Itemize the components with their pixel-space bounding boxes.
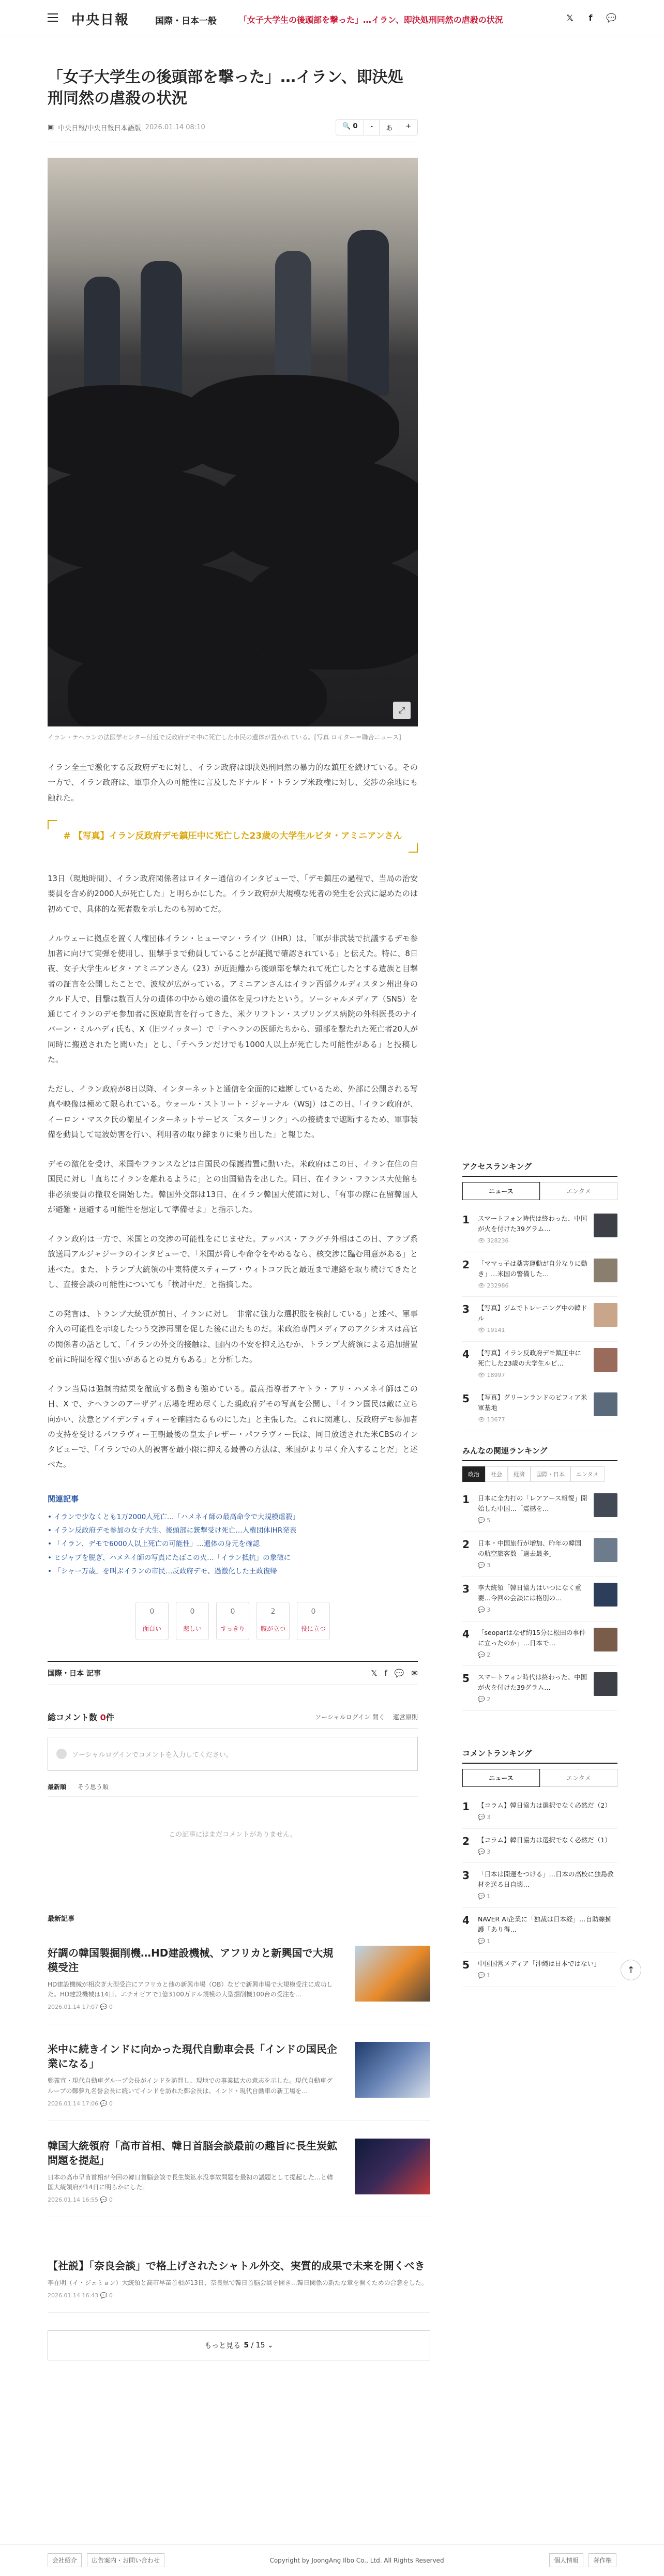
comment-policy-link[interactable]: 運営原則: [393, 1714, 418, 1721]
facebook-icon[interactable]: f: [588, 12, 593, 23]
article-title: 「女子大学生の後頭部を撃った」…イラン、即決処刑同然の虐殺の状況: [48, 68, 403, 108]
ranking-item[interactable]: 2 【コラム】韓日協力は選択でなく必然だ（1） 💬 3: [462, 1829, 617, 1863]
reaction-funny-button[interactable]: 0 面白い: [135, 1602, 169, 1640]
ranking-item[interactable]: 3 【写真】ジムでトレーニング中の韓ドル 👁 19141: [462, 1297, 617, 1342]
news-thumbnail[interactable]: [355, 1946, 430, 2002]
article-paragraph: ノルウェーに拠点を置く人権団体イラン・ヒューマン・ライツ（IHR）は、「軍が非武装で抗議するデモ参加者に向けて実弾を使用し、狙撃手まで動員していることが証拠で確認されている」と伝えた。特に、8日夜、女子大学生ルビタ・アミニアンさん（23）が近距離から後頭部を撃たれて死亡したとする遺族と目撃者の証言を公開したことで、波紋が広がっている。アミニアンさんはイラン西部クルディスタン州出身のクルド人で、目撃は数百人分の遺体の中から娘の遺体を見つけたという。ソーシャルメディア（SNS）を通じてイランのデモ参加者に医療助言を行ってきた、米クリフトン・スプリングス病院の外科医長のナイバーン・ミルハディ氏も、X（旧ツイッター）で「テヘランの医師たちから、頭部を撃たれた死亡者20人が同時に搬送されたと聞いた」とし、「テヘランだけでも1000人以上が死亡した可能性がある」と投稿した。: [48, 933, 418, 1064]
related-articles-heading: 関連記事: [48, 1494, 79, 1504]
footer-links: [48, 2553, 164, 2567]
comment-icon[interactable]: 💬: [606, 12, 616, 23]
news-desc: HD建設機械が相次ぎ大型受注にアフリカと他の新興市場（OB）などで新興市場で大規模受注に成功した。HD建設機械は14日、エチオピアで1億3100万ドル規模の大型掘削機100台の受注を…: [48, 1981, 333, 1998]
section-label[interactable]: 国際・日本一般: [155, 16, 217, 26]
news-title[interactable]: 好調の韓国製掘削機…HD建設機械、アフリカと新興国で大規模受注: [48, 1947, 334, 1974]
access-ranking: [462, 1161, 617, 1431]
ranking-thumbnail: [594, 1392, 617, 1416]
list-item[interactable]: [48, 2042, 430, 2120]
ranking-item[interactable]: 4 【写真】イラン反政府デモ鎮圧中に死亡した23歳の大学生ルビ… 👁 18997: [462, 1342, 617, 1387]
sort-likes-tab[interactable]: そう思う順: [78, 1783, 109, 1791]
related-article-link[interactable]: • 「シャー万歳」を叫ぶイランの市民…反政府デモ、過激化した王政復帰: [48, 1565, 418, 1578]
social-login-toggle[interactable]: ソーシャルログイン 開く: [315, 1714, 385, 1721]
category-link[interactable]: 国際・日本 記事: [48, 1670, 101, 1678]
related-photo-link[interactable]: # 【写真】イラン反政府デモ鎮圧中に死亡した23歳の大学生ルビタ・アミニアンさん: [63, 830, 402, 841]
ranking-thumbnail: [594, 1583, 617, 1607]
enlarge-icon[interactable]: ⤢: [393, 702, 411, 719]
tab-international[interactable]: 国際・日本: [531, 1466, 570, 1482]
reaction-relief-button[interactable]: 0 すっきり: [216, 1602, 249, 1640]
site-logo[interactable]: 中央日報: [71, 12, 130, 28]
comment-ranking: [462, 1748, 617, 1987]
comment-input-placeholder: ソーシャルログインでコメントを入力してください。: [72, 1751, 233, 1759]
tab-news[interactable]: ニュース: [462, 1769, 540, 1787]
news-desc: 日本の高市早苗首相が今回の韓日首脳会談で長生炭鉱水没事故問題を最初の議題として提起した…と韓国大統領府が14日に明らかにした。: [48, 2173, 334, 2191]
ranking-item[interactable]: 4 「seoparはなぜ約15分に松田の事件に立ったのか」…日本で… 💬 2: [462, 1622, 617, 1666]
news-title[interactable]: 【社説】「奈良会談」で格上げされたシャトル外交、実質的成果で未来を開くべき: [48, 2260, 425, 2272]
scroll-to-top-button[interactable]: ↑: [621, 1960, 641, 1980]
related-articles-list: [48, 1510, 418, 1579]
byline-row: [48, 119, 418, 142]
list-item[interactable]: [48, 2259, 430, 2313]
share-icons: [371, 1669, 418, 1678]
tab-politics[interactable]: 政治: [462, 1466, 485, 1482]
tab-news[interactable]: ニュース: [462, 1182, 540, 1200]
copyright: Copyright by JoongAng Ilbo Co., Ltd. All Rights Reserved: [269, 2556, 444, 2564]
tab-entertainment[interactable]: エンタメ: [570, 1466, 605, 1482]
related-article-link[interactable]: • ヒジャブを脱ぎ、ハメネイ師の写真にたばこの火…「イラン抵抗」の象徴に: [48, 1551, 418, 1565]
popular-ranking-title: みんなの関連ランキング: [462, 1445, 617, 1461]
news-desc: 鄭義宣・現代自動車グループ会長がインドを訪問し、現地での事業拡大の意志を示した。現代自動車グループの鄭夢九名誉会長に続いてインドを訪れた鄭会長は、インド・現代自動車の新工場を…: [48, 2077, 333, 2095]
tab-entertainment[interactable]: エンタメ: [540, 1769, 617, 1787]
ranking-thumbnail: [594, 1672, 617, 1696]
ranking-item[interactable]: 3 李大統領「韓日協力はいつになく重要…今回の会談には格別の… 💬 3: [462, 1577, 617, 1622]
article-paragraph: この発言は、トランプ大統領が前日、イランに対し「非常に強力な選択肢を検討している」と述べ、軍事介入の可能性を示唆したつう交渉再開を促した後に出たものだ。米政治専門メディアのアクシオスは高官の関係者の話として、「イランの外交的接触は、国内の不安を抑え込むか、トランプ大統領による追加措置を前に時間を稼ぐ狙いがあるとの見方もある」と分析した。: [48, 1309, 418, 1364]
x-icon[interactable]: 𝕏: [371, 1669, 378, 1678]
latest-articles: [48, 1913, 430, 2360]
footer-ad-link[interactable]: 広告案内・お問い合わせ: [87, 2553, 164, 2567]
news-thumbnail[interactable]: [355, 2042, 430, 2098]
reaction-useful-button[interactable]: 0 役に立つ: [297, 1602, 330, 1640]
ranking-item[interactable]: 4 NAVER AI企業に「独裁は日本経」…自助線擁護「あり得… 💬 1: [462, 1908, 617, 1953]
article-paragraph: ただし、イラン政府が8日以降、インターネットと通信を全面的に遮断しているため、外部に公開される写真や映像は極めて限られている。ウォール・ストリート・ジャーナル（WSJ）はこの日、「イラン政府が、イーロン・マスク氏の衛星インターネットサービス「スターリンク」への接続まで遮断するため、軍事装備を動員して電波妨害を行い、利用者の取り締まりに乗り出した」と報じた。: [48, 1084, 418, 1139]
article: [48, 67, 418, 1839]
related-article-link[interactable]: • イラン反政府デモ参加の女子大生、後頭部に銃撃受け死亡…人権団体IHR発表: [48, 1524, 418, 1537]
ranking-thumbnail: [594, 1259, 617, 1282]
comment-icon[interactable]: 💬: [394, 1669, 404, 1678]
footer-about-link[interactable]: 会社紹介: [48, 2553, 82, 2567]
x-icon[interactable]: 𝕏: [566, 12, 574, 23]
header-share-icons: [564, 11, 617, 24]
ranking-thumbnail: [594, 1214, 617, 1237]
byline-source: 中央日報/中央日報日本語版: [58, 125, 141, 132]
article-paragraph: イラン全土で激化する反政府デモに対し、イラン政府は即決処刑同然の暴力的な鎮圧を続けている。その一方で、イラン政府は、軍事介入の可能性に言及したドナルド・トランプ米政権に対し、交渉の余地にも触れた。: [48, 763, 418, 802]
ranking-thumbnail: [594, 1628, 617, 1651]
photo-caption: イラン・テヘランの法医学センター付近で反政府デモ中に死亡した市民の遺体が置かれている。[写真 ロイター＝聯合ニュース]: [48, 734, 401, 741]
article-paragraph: イラン政府は一方で、米国との交渉の可能性をにじませた。アッバス・アラグチ外相はこの日、アラブ系放送局アルジャジーラのインタビューで、「米国が脅しや命令をやめるなら、核交渉に臨む用意がある」と述べた。また、トランプ大統領の中東特使スティーブ・ウィトコフ氏と最近まで連絡を取り続けてきたとし、直接会談の可能性についても「検討中だ」と指摘した。: [48, 1234, 418, 1289]
comments-header-links: [315, 1713, 418, 1721]
font-decrease-button[interactable]: -: [364, 120, 380, 135]
zoom-button[interactable]: 🔍 0: [336, 120, 364, 135]
tab-entertainment[interactable]: エンタメ: [540, 1182, 617, 1200]
ranking-item[interactable]: 2 日本・中国旅行が増加、昨年の韓国の航空旅客数「過去最多」 💬 3: [462, 1532, 617, 1577]
news-date: 2026.01.14 16:43 💬 0: [48, 2292, 113, 2299]
related-photo-box[interactable]: [48, 820, 418, 853]
related-article-link[interactable]: • イランで少なくとも1万2000人死亡…「ハメネイ師の最高命令で大規模虐殺」: [48, 1510, 418, 1524]
popular-ranking: [462, 1445, 617, 1711]
article-tools: [336, 119, 418, 135]
ranking-thumbnail: [594, 1303, 617, 1327]
facebook-icon[interactable]: f: [384, 1669, 387, 1678]
list-item[interactable]: [48, 2139, 430, 2217]
article-photo[interactable]: [48, 158, 418, 726]
ranking-item[interactable]: 1 【コラム】韓日協力は選択でなく必然だ（2） 💬 3: [462, 1794, 617, 1829]
related-article-link[interactable]: • 「イラン、デモで6000人以上死亡の可能性」…遺体の身元を確認: [48, 1537, 418, 1551]
news-date: 2026.01.14 17:07 💬 0: [48, 2004, 113, 2011]
no-comments-message: この記事にはまだコメントがありません。: [169, 1831, 297, 1839]
ranking-item[interactable]: 5 【写真】グリーンランドのピフィア米軍基地 👁 13677: [462, 1386, 617, 1431]
ranking-thumbnail: [594, 1493, 617, 1517]
access-ranking-tabs: [462, 1182, 617, 1200]
font-increase-button[interactable]: +: [405, 123, 411, 130]
tab-economy[interactable]: 経済: [508, 1466, 531, 1482]
ranking-item[interactable]: 1 スマートフォン時代は終わった、中国が火を付けた39グラム… 👁 328236: [462, 1207, 617, 1252]
menu-icon[interactable]: [48, 13, 58, 22]
comments-title: 総コメント数 0件: [48, 1713, 114, 1723]
tab-society[interactable]: 社会: [485, 1466, 508, 1482]
list-item[interactable]: [48, 1946, 430, 2024]
header-headline: 「女子大学生の後頭部を撃った」…イラン、即決処刑同然の虐殺の状況: [239, 15, 503, 25]
article-paragraph: 13日（現地時間）、イラン政府関係者はロイター通信のインタビューで、「デモ鎮圧の過程で、当局の治安要員を含め約2000人が死亡した」と明らかにした。イラン政府が大規模な死者の発生を公式に認めたのは初めてで、具体的な死者数を示したのも初めてだ。: [48, 874, 418, 914]
access-ranking-title: アクセスランキング: [462, 1161, 617, 1177]
article-paragraph: デモの激化を受け、米国やフランスなどは自国民の保護措置に動いた。米政府はこの日、イラン在住の自国民に対し「直ちにイランを離れるように」との出国勧告を出した。同日、在イラン・フランス大使館も非必須要員の撤収を開始した。韓国外交部は13日、在イラン韓国大使館に対し、「有事の際に在留韓国人が避難・退避する可能性を想定して準備せよ」と指示した。: [48, 1159, 418, 1214]
comment-input[interactable]: [48, 1737, 418, 1771]
ranking-item[interactable]: 2 「ママっ子は薬害運動が自分なりに動き」…米国の警備した… 👁 232986: [462, 1252, 617, 1297]
footer-policy-links: [549, 2553, 616, 2567]
news-date: 2026.01.14 17:06 💬 0: [48, 2100, 113, 2107]
ranking-thumbnail: [594, 1348, 617, 1372]
comments-header: [48, 1711, 418, 1729]
news-desc: 李在明（イ・ジェミョン）大統領と高市早苗首相が13日、奈良県で韓日首脳会談を開き…韓日関係の新たな章を開くための合意をした。: [48, 2279, 428, 2287]
article-paragraph: イラン当局は強制的結果を徹底する動きも強めている。最高指導者アヤトラ・アリ・ハメネイ師はこの日、X で、テヘランのアーザディ広場を埋め尽くした親政府デモの写真を公開し、「イラン国民は敵に立ち向かい、決意とアイデンティティーを確固たるものにした」と主張した。これに関連し、反政府デモ参加者の支持を受けるパフラヴィー王朝最後の皇太子レザー・パフラヴィー氏は、同日放送された米CBSのインタビューで、「イランでの人的被害を最小限に抑える最善の方法は、米国がより早く介入することだ」と述べた。: [48, 1384, 418, 1469]
top-navigation-bar: [0, 0, 664, 37]
privacy-link[interactable]: 個人情報: [549, 2553, 583, 2567]
popular-ranking-tabs: [462, 1466, 617, 1482]
copyright-link[interactable]: 著作権: [588, 2553, 616, 2567]
comment-ranking-tabs: [462, 1769, 617, 1787]
news-thumbnail[interactable]: [355, 2139, 430, 2194]
ranking-item[interactable]: 5 スマートフォン時代は終わった、中国が火を付けた39グラム… 💬 2: [462, 1666, 617, 1711]
category-row: [48, 1661, 418, 1685]
font-size-button[interactable]: あ: [380, 120, 399, 135]
comment-ranking-title: コメントランキング: [462, 1748, 617, 1764]
article-body: [48, 760, 418, 1472]
ranking-item[interactable]: 5 中国国営メディア「沖縄は日本ではない」 💬 1: [462, 1952, 617, 1987]
footer: [0, 2544, 664, 2576]
load-more-button[interactable]: もっと見る 5 / 15 ⌄: [48, 2330, 430, 2360]
reaction-sad-button[interactable]: 0 悲しい: [176, 1602, 209, 1640]
sort-newest-tab[interactable]: 最新順: [48, 1783, 67, 1791]
byline: [48, 123, 205, 132]
byline-date: 2026.01.14 08:10: [145, 124, 205, 131]
news-title[interactable]: 米中に続きインドに向かった現代自動車会長「インドの国民企業になる」: [48, 2043, 337, 2070]
news-date: 2026.01.14 16:55 💬 0: [48, 2196, 113, 2204]
mail-icon[interactable]: ✉: [411, 1669, 418, 1678]
comment-sort-tabs: [48, 1782, 418, 1797]
avatar: [56, 1749, 67, 1759]
reaction-buttons: [48, 1602, 418, 1640]
ranking-thumbnail: [594, 1538, 617, 1562]
news-title[interactable]: 韓国大統領府「高市首相、韓日首脳会談最前の趣旨に長生炭鉱問題を提起」: [48, 2139, 337, 2166]
source-icon: ▣: [48, 124, 54, 131]
ranking-item[interactable]: 1 日本に全力打の「レアアース報復」開始した中国…「震撼を… 💬 5: [462, 1487, 617, 1532]
ranking-item[interactable]: 3 「日本は開運をつける」…日本の高校に独島教材を送る日自壊… 💬 1: [462, 1863, 617, 1908]
latest-heading: 最新記事: [48, 1915, 75, 1923]
reaction-angry-button[interactable]: 2 腹が立つ: [256, 1602, 290, 1640]
